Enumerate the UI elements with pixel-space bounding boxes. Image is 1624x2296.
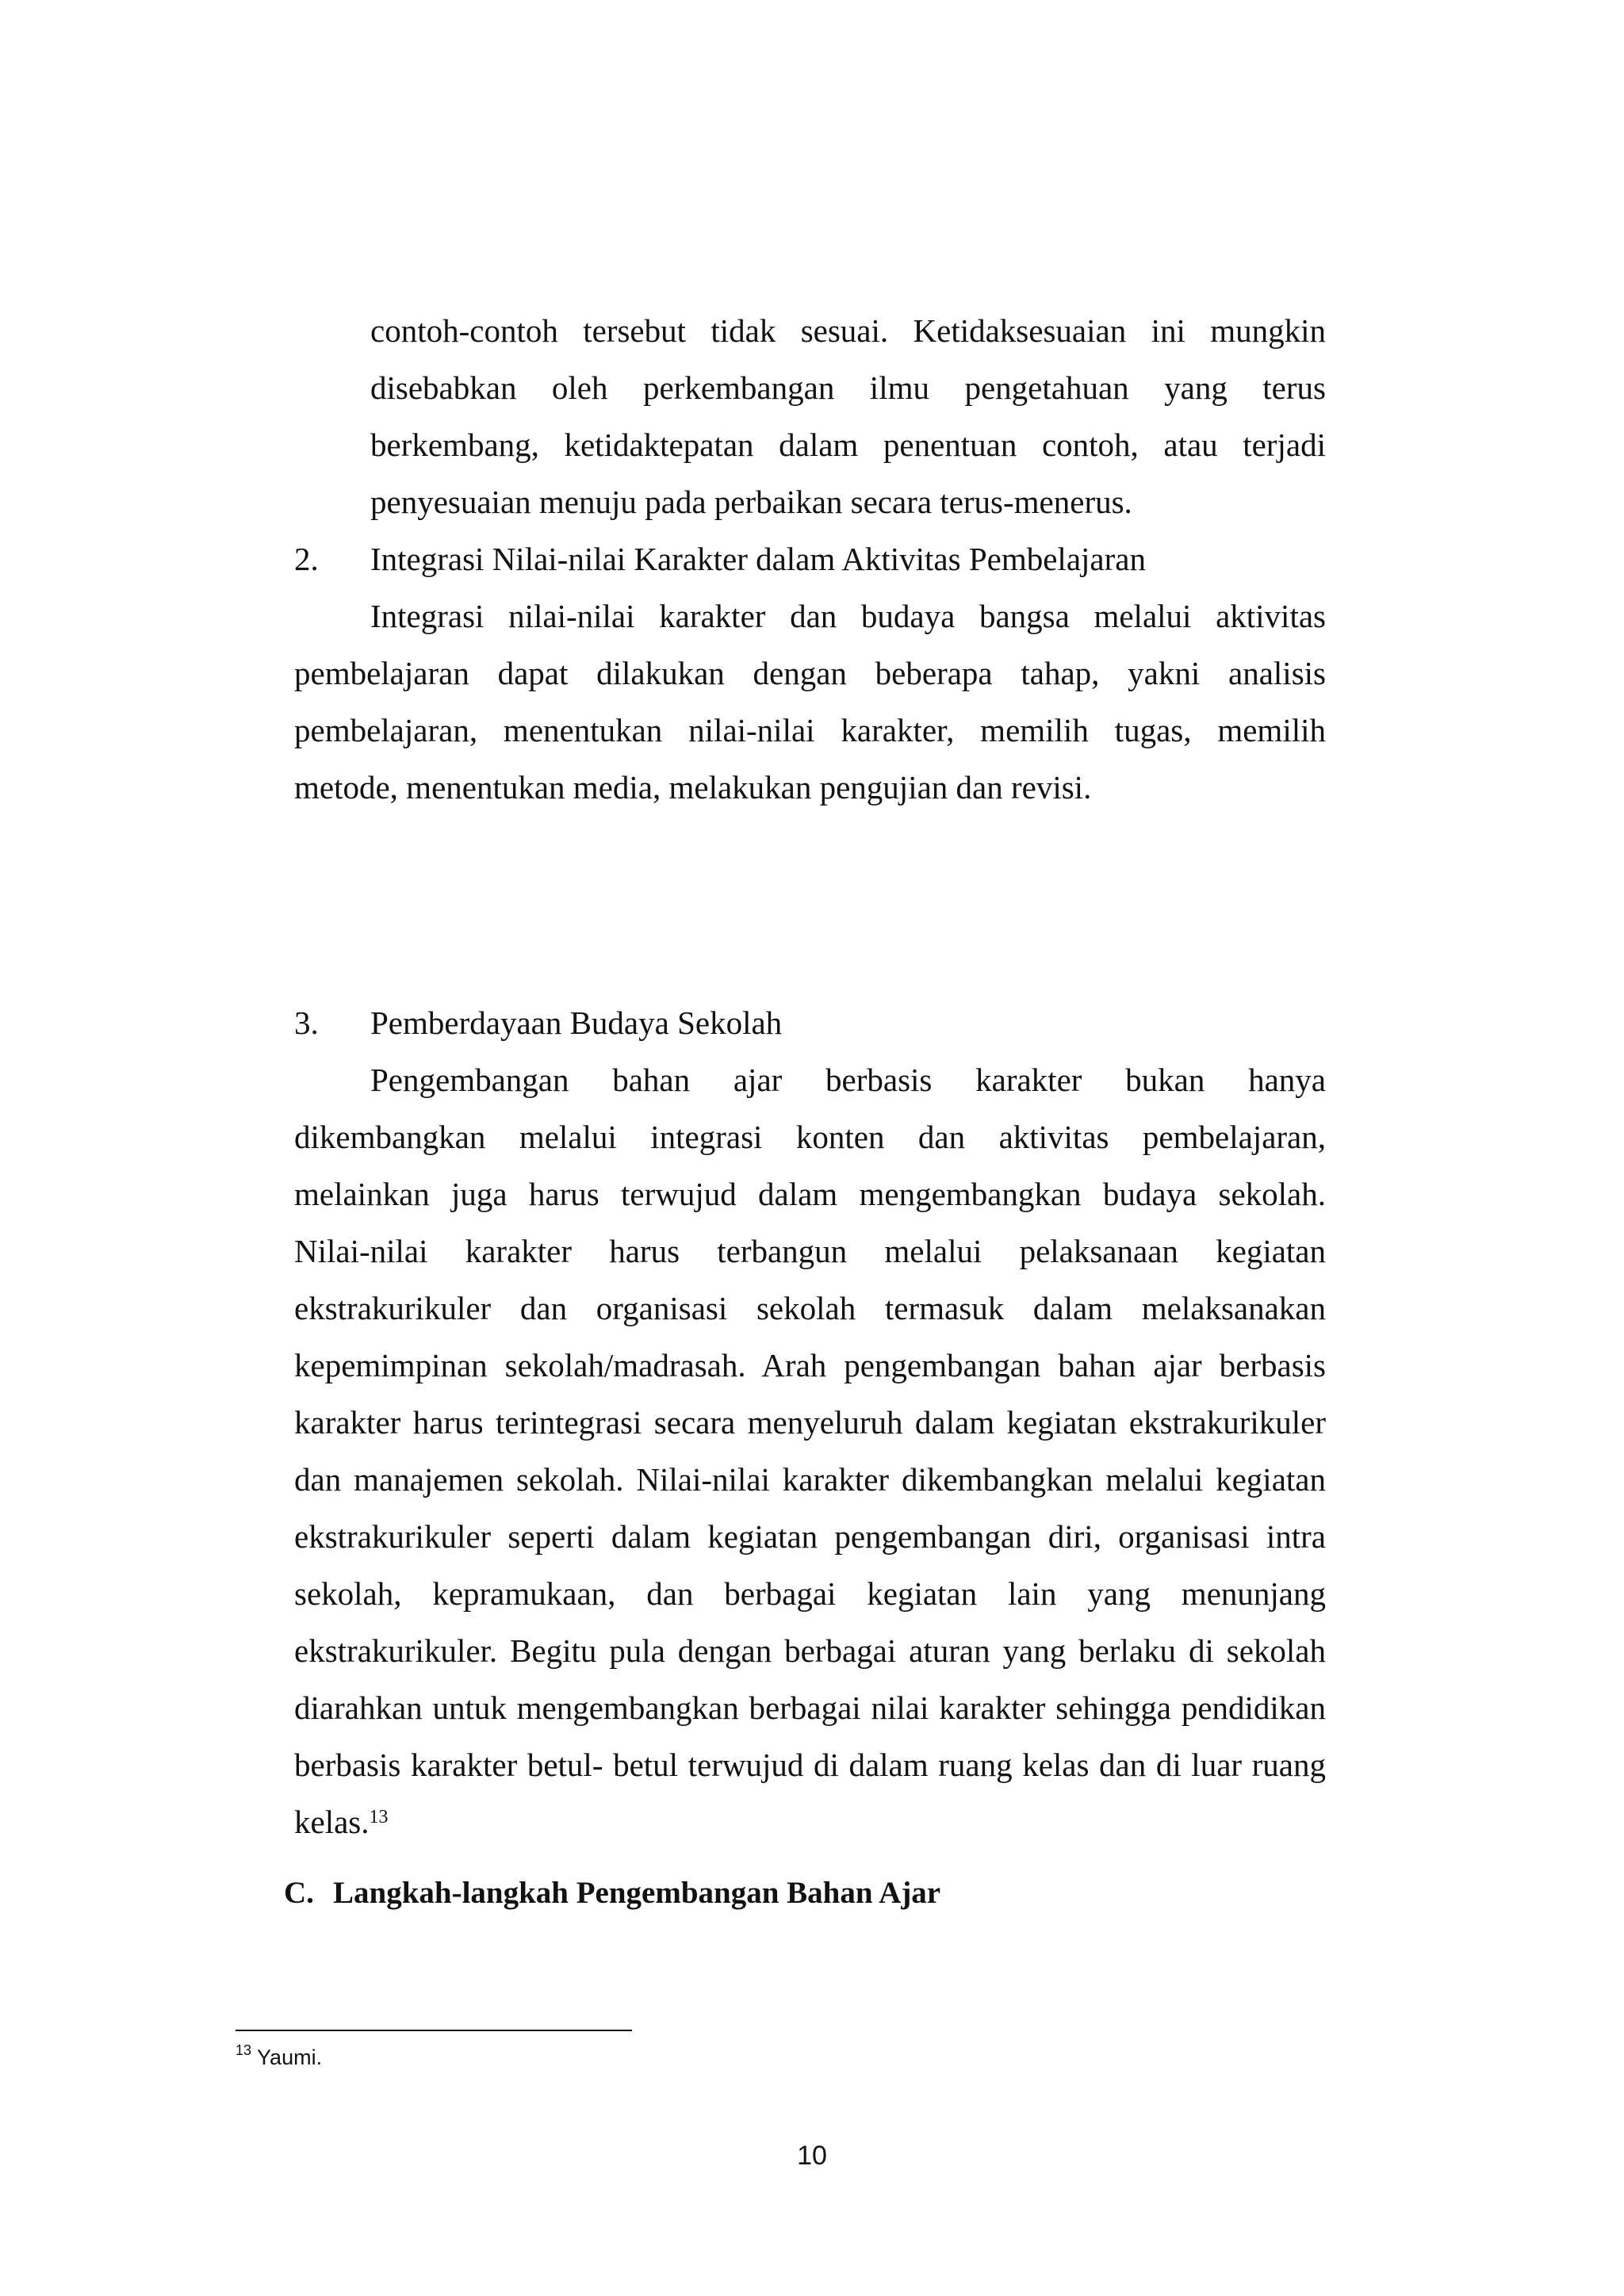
continuation-line: berkembang, ketidaktepatan dalam penentuan contoh, atau terjadi <box>370 427 1326 463</box>
section-letter: C. <box>284 1876 314 1910</box>
paragraph-line: pembelajaran dapat dilakukan dengan beberapa tahap, yakni analisis <box>294 655 1326 691</box>
paragraph-line: dan manajemen sekolah. Nilai-nilai karakter dikembangkan melalui kegiatan <box>294 1461 1326 1498</box>
footnote <box>236 2042 323 2070</box>
list-item-title: Integrasi Nilai-nilai Karakter dalam Aktivitas Pembelajaran <box>370 541 1146 577</box>
paragraph-line: ekstrakurikuler seperti dalam kegiatan pengembangan diri, organisasi intra <box>294 1518 1326 1555</box>
paragraph-line: Nilai-nilai karakter harus terbangun melalui pelaksanaan kegiatan <box>294 1233 1326 1269</box>
paragraph-line: sekolah, kepramukaan, dan berbagai kegiatan lain yang menunjang <box>294 1575 1326 1612</box>
paragraph-line: kepemimpinan sekolah/madrasah. Arah pengembangan bahan ajar berbasis <box>294 1347 1326 1383</box>
paragraph-line: ekstrakurikuler. Begitu pula dengan berbagai aturan yang berlaku di sekolah <box>294 1632 1326 1669</box>
paragraph-line: metode, menentukan media, melakukan pengujian dan revisi. <box>294 769 1092 806</box>
footnote-reference[interactable]: 13 <box>369 1807 389 1827</box>
paragraph-line: ekstrakurikuler dan organisasi sekolah termasuk dalam melaksanakan <box>294 1290 1326 1326</box>
continuation-line: disebabkan oleh perkembangan ilmu pengetahuan yang terus <box>370 369 1326 406</box>
footnote-text: Yaumi. <box>257 2045 323 2069</box>
paragraph-line: pembelajaran, menentukan nilai-nilai karakter, memilih tugas, memilih <box>294 712 1326 748</box>
paragraph-line: Pengembangan bahan ajar berbasis karakter bukan hanya <box>370 1062 1326 1098</box>
paragraph-line: melainkan juga harus terwujud dalam mengembangkan budaya sekolah. <box>294 1176 1326 1212</box>
paragraph-line: Integrasi nilai-nilai karakter dan budaya bangsa melalui aktivitas <box>370 598 1326 634</box>
paragraph-text: kelas. <box>294 1804 370 1840</box>
paragraph-line: karakter harus terintegrasi secara menyeluruh dalam kegiatan ekstrakurikuler <box>294 1404 1326 1441</box>
page-number: 10 <box>797 2141 827 2171</box>
list-number: 2. <box>294 541 319 577</box>
footnote-marker: 13 <box>236 2042 252 2058</box>
paragraph-line: diarahkan untuk mengembangkan berbagai nilai karakter sehingga pendidikan <box>294 1689 1326 1726</box>
paragraph-line: dikembangkan melalui integrasi konten dan aktivitas pembelajaran, <box>294 1119 1326 1155</box>
continuation-line: contoh-contoh tersebut tidak sesuai. Ketidaksesuaian ini mungkin <box>370 312 1326 349</box>
paragraph-line: berbasis karakter betul- betul terwujud di dalam ruang kelas dan di luar ruang <box>294 1747 1326 1783</box>
footnote-divider <box>236 2030 632 2031</box>
section-heading <box>284 1871 940 1915</box>
list-number: 3. <box>294 1004 319 1041</box>
continuation-line: penyesuaian menuju pada perbaikan secara terus-menerus. <box>370 484 1132 520</box>
section-title: Langkah-langkah Pengembangan Bahan Ajar <box>333 1876 941 1910</box>
list-item-title: Pemberdayaan Budaya Sekolah <box>370 1004 783 1041</box>
paragraph-last-line <box>294 1798 389 1846</box>
